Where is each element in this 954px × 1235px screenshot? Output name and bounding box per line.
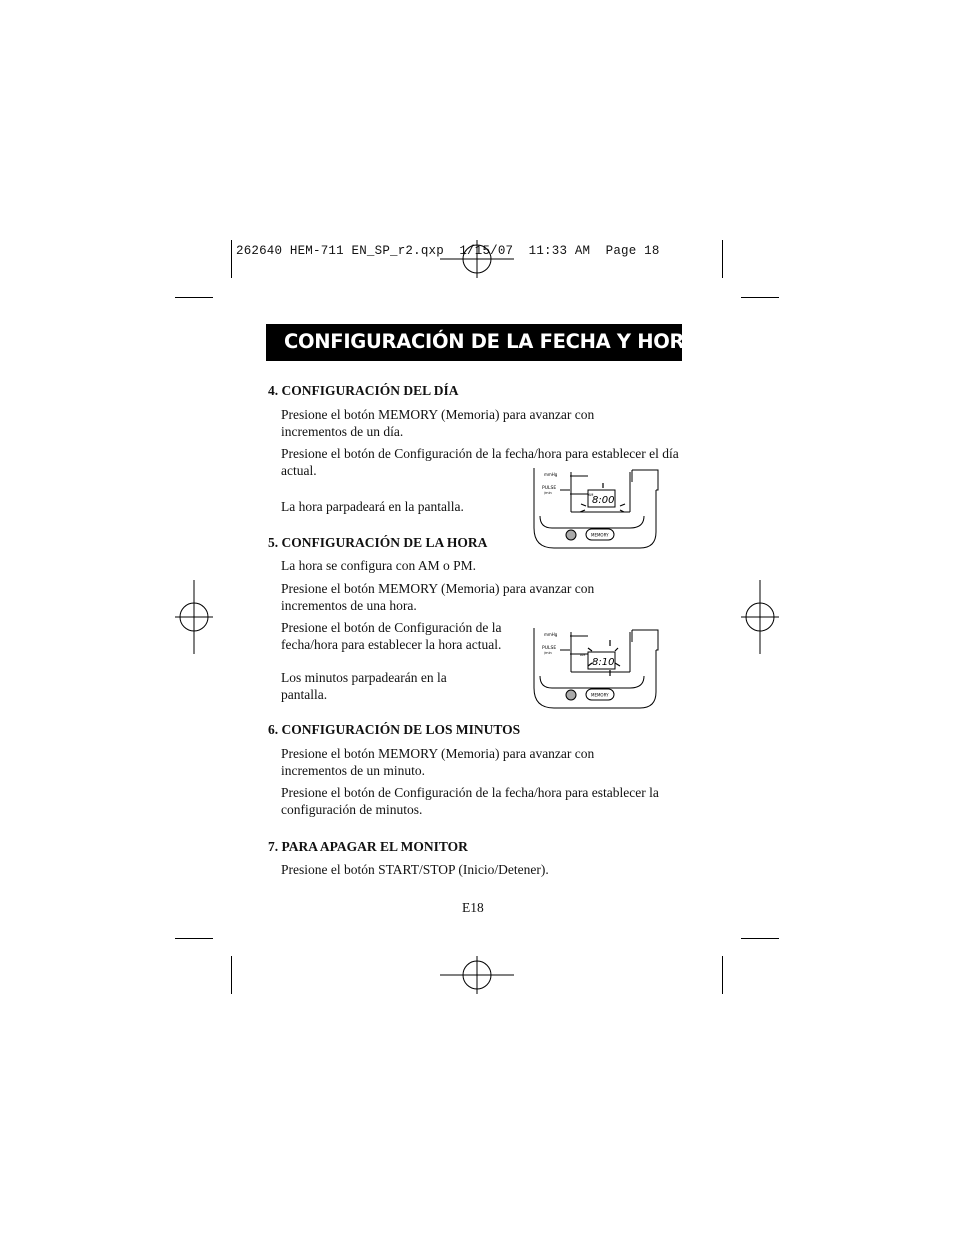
section-heading: 4. CONFIGURACIÓN DEL DÍA (268, 383, 459, 398)
lcd-time: 8:10 (592, 657, 615, 668)
monitor-illustration-hour (530, 628, 662, 710)
am-pm-indicator: AM (580, 653, 586, 657)
page-title: CONFIGURACIÓN DE LA FECHA Y HORA (284, 330, 700, 353)
paragraph: Los minutos parpadearán en la pantalla. (281, 670, 447, 702)
monitor-illustration-day (530, 468, 662, 550)
section-heading: 7. PARA APAGAR EL MONITOR (268, 839, 468, 854)
pulse-unit-label: /min (544, 651, 552, 655)
paragraph: Presione el botón de Configuración de la fecha/hora para establecer la hora actual. (281, 620, 502, 652)
memory-button-label: MEMORY (591, 692, 609, 698)
lcd-time: 8:00 (592, 495, 615, 506)
mmhg-label: mmHg (544, 632, 558, 637)
paragraph: Presione el botón MEMORY (Memoria) para avanzar con incrementos de un minuto. (281, 746, 595, 778)
slug-line: 262640 HEM-711 EN_SP_r2.qxp 1/15/07 11:33 AM Page 18 (236, 244, 660, 258)
section-heading: 5. CONFIGURACIÓN DE LA HORA (268, 535, 488, 550)
pulse-unit-label: /min (544, 491, 552, 495)
memory-button-label: MEMORY (591, 532, 609, 538)
pulse-label: PULSE (542, 646, 557, 651)
paragraph: Presione el botón START/STOP (Inicio/Detener). (281, 862, 549, 877)
paragraph: Presione el botón MEMORY (Memoria) para avanzar con incrementos de una hora. (281, 581, 595, 613)
paragraph: La hora se configura con AM o PM. (281, 558, 476, 573)
paragraph: Presione el botón de Configuración de la fecha/hora para establecer el día actual. (281, 446, 679, 478)
paragraph: Presione el botón MEMORY (Memoria) para avanzar con incrementos de un día. (281, 407, 595, 439)
mmhg-label: mmHg (544, 472, 558, 477)
paragraph: La hora parpadeará en la pantalla. (281, 499, 464, 514)
am-pm-indicator: AM (588, 493, 594, 497)
page-number: E18 (462, 900, 484, 915)
section-heading: 6. CONFIGURACIÓN DE LOS MINUTOS (268, 722, 521, 737)
pulse-label: PULSE (542, 486, 557, 491)
paragraph: Presione el botón de Configuración de la fecha/hora para establecer la configuración de minutos. (281, 785, 659, 817)
